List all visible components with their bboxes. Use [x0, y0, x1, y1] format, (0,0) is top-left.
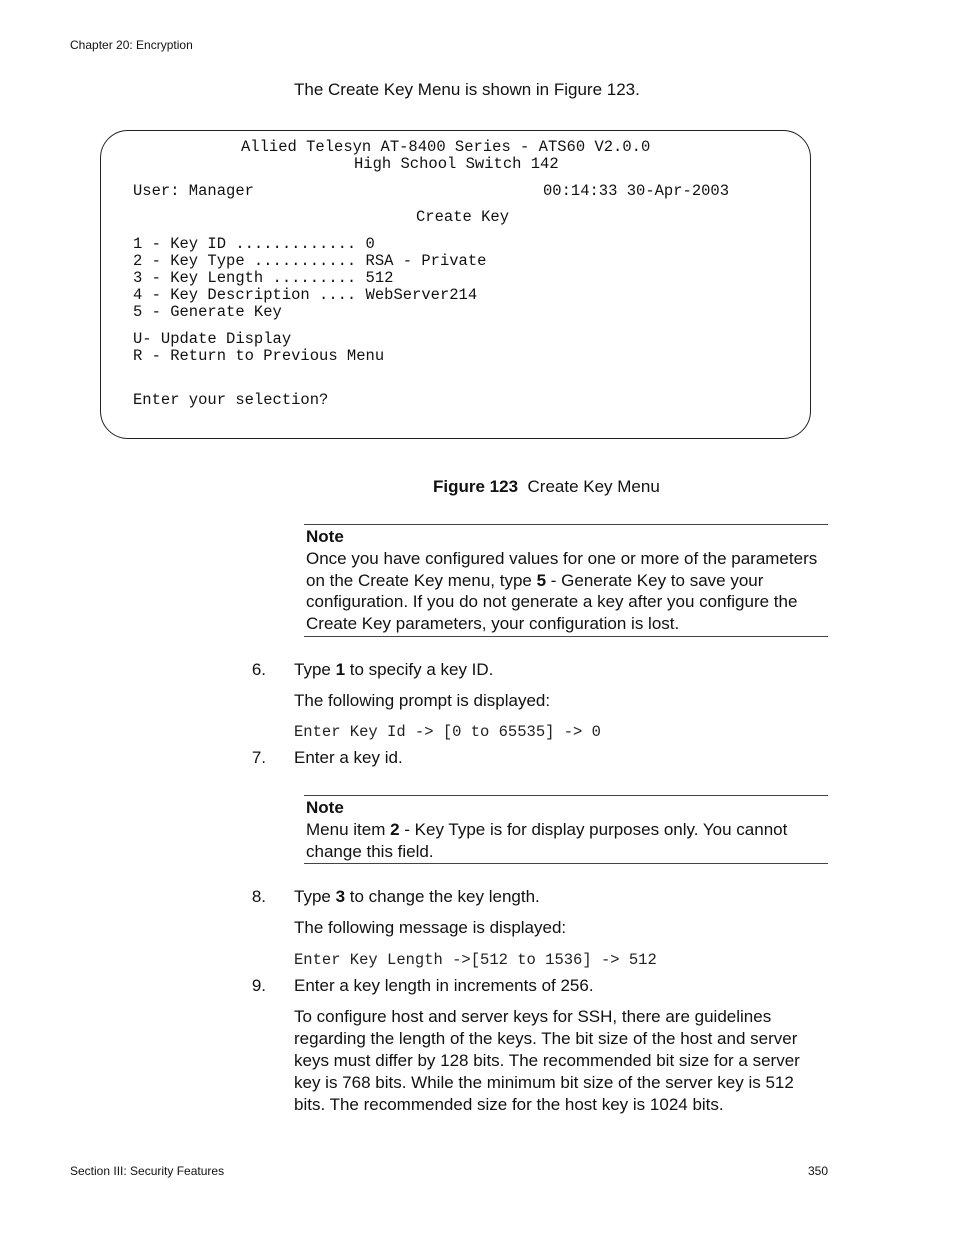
- terminal-title-line1: Allied Telesyn AT-8400 Series - ATS60 V2.0.0: [241, 138, 651, 156]
- chapter-header: Chapter 20: Encryption: [70, 38, 193, 52]
- step-number: 6.: [251, 660, 266, 679]
- step-number: 7.: [251, 748, 266, 767]
- terminal-timestamp: 00:14:33 30-Apr-2003: [543, 182, 730, 200]
- note-title: Note: [306, 798, 344, 817]
- step-number: 9.: [251, 976, 266, 995]
- intro-text: The Create Key Menu is shown in Figure 123.: [294, 80, 640, 99]
- terminal-title-line2: High School Switch 142: [354, 155, 559, 173]
- terminal-return-option: R - Return to Previous Menu: [133, 347, 385, 365]
- key-length-prompt-command: Enter Key Length ->[512 to 1536] -> 512: [294, 951, 657, 969]
- terminal-menu-item: 5 - Generate Key: [133, 303, 282, 321]
- page-number: 350: [808, 1164, 829, 1178]
- figure-caption: [433, 477, 660, 497]
- note-box: [304, 524, 828, 637]
- terminal-user: User: Manager: [133, 182, 254, 200]
- step-number: 8.: [251, 887, 266, 906]
- section-footer: Section III: Security Features: [70, 1164, 225, 1178]
- terminal-menu-item: 3 - Key Length ......... 512: [133, 269, 394, 287]
- note-box: [304, 795, 828, 864]
- figure-label: Figure 123: [433, 477, 519, 496]
- terminal-menu-item: 4 - Key Description .... WebServer214: [133, 286, 478, 304]
- terminal-menu-title: Create Key: [416, 208, 510, 226]
- terminal-screen: [100, 130, 811, 439]
- terminal-menu-item: 2 - Key Type ........... RSA - Private: [133, 252, 487, 270]
- terminal-menu-item: 1 - Key ID ............. 0: [133, 235, 375, 253]
- step-6-follow-text: The following prompt is displayed:: [294, 691, 551, 710]
- figure-title: Create Key Menu: [527, 477, 660, 496]
- note-body: Menu item 2 - Key Type is for display purposes only. You cannot change this field.: [306, 820, 788, 861]
- note-title: Note: [306, 527, 344, 546]
- terminal-prompt: Enter your selection?: [133, 391, 329, 409]
- terminal-update-option: U- Update Display: [133, 330, 292, 348]
- key-id-prompt-command: Enter Key Id -> [0 to 65535] -> 0: [294, 723, 601, 741]
- ssh-guidelines-paragraph: To configure host and server keys for SSH, there are guidelines regarding the length of the keys. The bit size of the host and server keys must differ by 128 bits. The recommended bit size for a server key is 768 bits. While the minimum bit size of the server key is 512 bits. The recommended size for the host key is 1024 bits.: [294, 1007, 800, 1114]
- note-body: Once you have configured values for one or more of the parameters on the Create Key menu, type 5 - Generate Key to save your configuration. If you do not generate a key after you configure the Create Key parameters, your configuration is lost.: [306, 549, 818, 633]
- step-8-follow-text: The following message is displayed:: [294, 918, 567, 937]
